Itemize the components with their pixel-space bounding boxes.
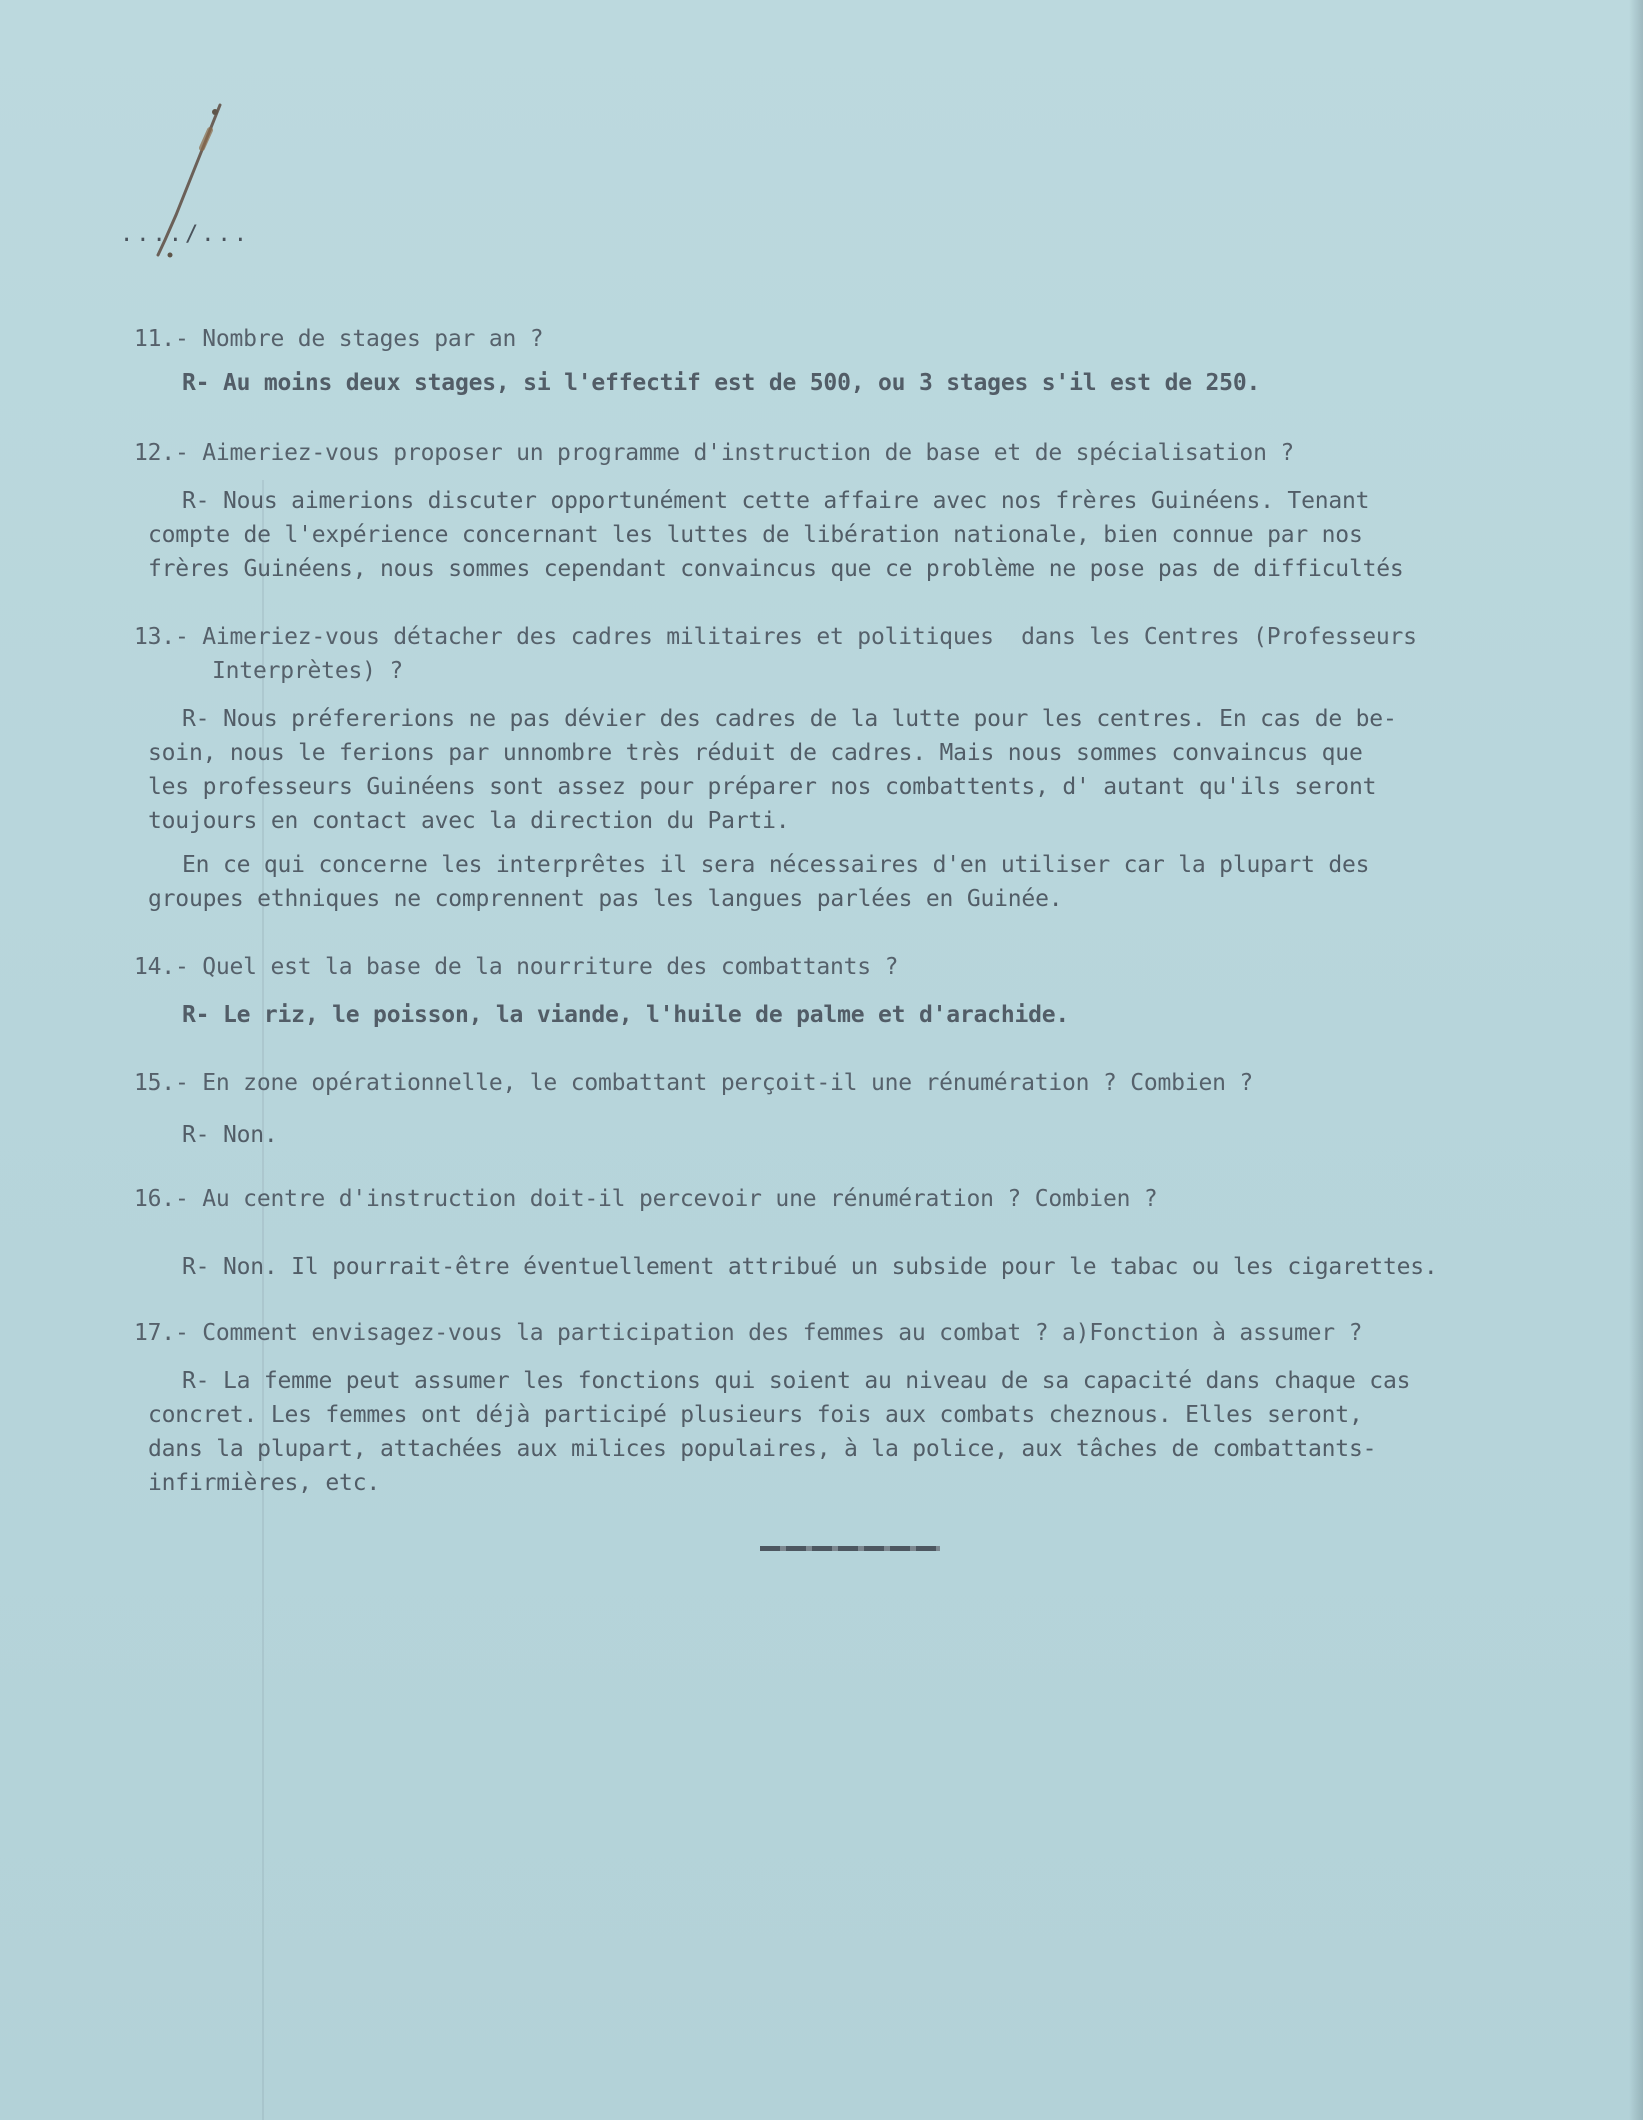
answer-12-line-1: R- Nous aimerions discuter opportunément cette affaire avec nos frères Guinéens. Tenant [182, 488, 1370, 514]
answer-12-line-2: compte de l'expérience concernant les luttes de libération nationale, bien connue par nos [148, 522, 1363, 548]
question-12-line-1: 12.- Aimeriez-vous proposer un programme d'instruction de base et de spécialisation ? [134, 440, 1295, 466]
pencil-stroke-mark [110, 80, 240, 280]
question-16-line-1: 16.- Au centre d'instruction doit-il percevoir une rénumération ? Combien ? [134, 1186, 1158, 1212]
answer-17-line-3: dans la plupart, attachées aux milices populaires, à la police, aux tâches de combattants- [148, 1436, 1377, 1462]
question-13-line-2: Interprètes) ? [212, 658, 404, 684]
answer-15-line-1: R- Non. [182, 1122, 278, 1148]
answer-13-line-1: R- Nous préfererions ne pas dévier des cadres de la lutte pour les centres. En cas de be- [182, 706, 1397, 732]
answer-17-line-1: R- La femme peut assumer les fonctions qui soient au niveau de sa capacité dans chaque cas [182, 1368, 1411, 1394]
question-15-line-1: 15.- En zone opérationnelle, le combattant perçoit-il une rénumération ? Combien ? [134, 1070, 1254, 1096]
continuation-mark: ..../... [120, 222, 250, 247]
answer-17-line-2: concret. Les femmes ont déjà participé plusieurs fois aux combats cheznous. Elles seront, [148, 1402, 1363, 1428]
question-13-line-1: 13.- Aimeriez-vous détacher des cadres militaires et politiques dans les Centres (Professeurs [134, 624, 1417, 650]
answer-13-line-3: les professeurs Guinéens sont assez pour préparer nos combattents, d' autant qu'ils seront [148, 774, 1377, 800]
answer-13-para2-line-2: groupes ethniques ne comprennent pas les langues parlées en Guinée. [148, 886, 1063, 912]
answer-13-para2-line-1: En ce qui concerne les interprêtes il sera nécessaires d'en utiliser car la plupart des [182, 852, 1370, 878]
answer-13-line-4: toujours en contact avec la direction du Parti. [148, 808, 790, 834]
question-11-line-1: 11.- Nombre de stages par an ? [134, 326, 544, 352]
question-14-line-1: 14.- Quel est la base de la nourriture des combattants ? [134, 954, 899, 980]
answer-11-line-1: R- Au moins deux stages, si l'effectif est de 500, ou 3 stages s'il est de 250. [182, 370, 1261, 396]
answer-17-line-4: infirmières, etc. [148, 1470, 381, 1496]
end-separator-line [760, 1546, 940, 1551]
answer-13-line-2: soin, nous le ferions par unnombre très réduit de cadres. Mais nous sommes convaincus que [148, 740, 1363, 766]
question-17-line-1: 17.- Comment envisagez-vous la participation des femmes au combat ? a)Fonction à assumer ? [134, 1320, 1363, 1346]
answer-14-line-1: R- Le riz, le poisson, la viande, l'huile de palme et d'arachide. [182, 1002, 1070, 1028]
answer-12-line-3: frères Guinéens, nous sommes cependant convaincus que ce problème ne pose pas de difficultés [148, 556, 1404, 582]
answer-16-line-1: R- Non. Il pourrait-être éventuellement attribué un subside pour le tabac ou les cigarettes. [182, 1254, 1438, 1280]
page-edge-shadow [1629, 0, 1643, 2120]
